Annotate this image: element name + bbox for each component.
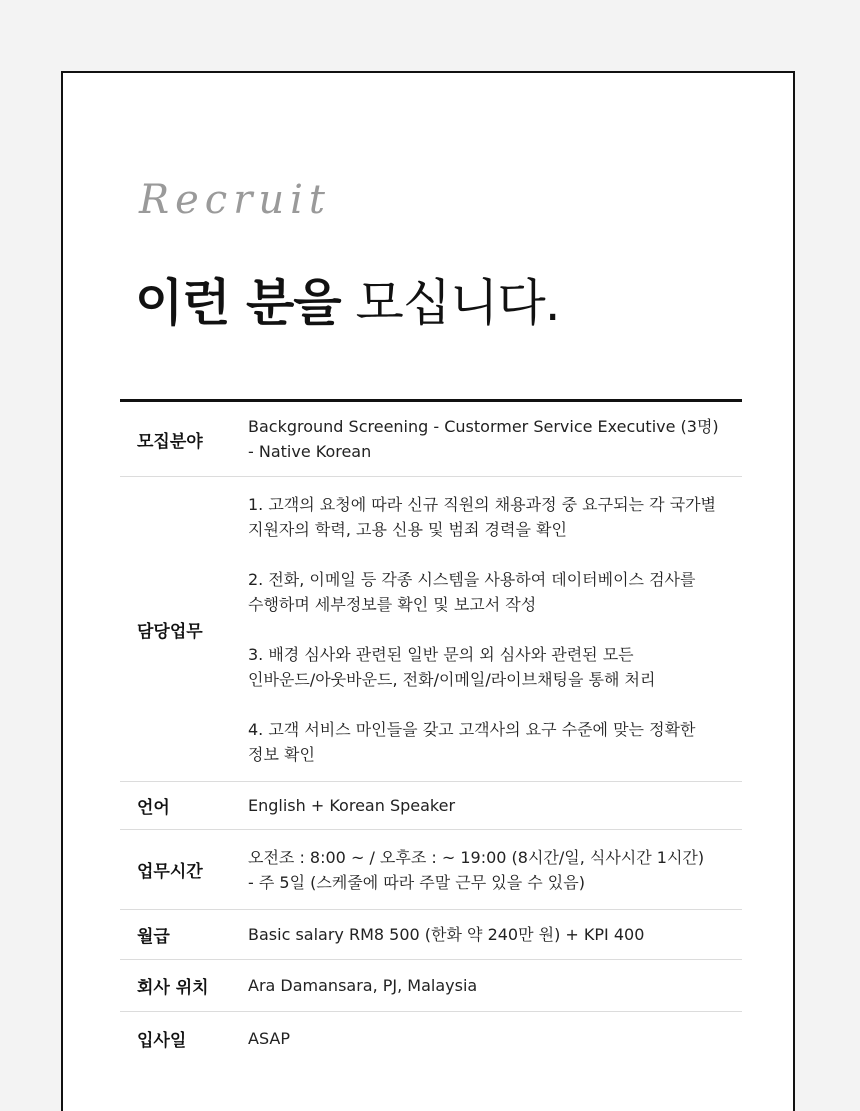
language-value: English + Korean Speaker — [248, 796, 456, 815]
duties-value — [248, 492, 742, 767]
duty-item — [248, 567, 728, 617]
duty-line: 2. 전화, 이메일 등 각종 시스템을 사용하여 데이터베이스 검사를 — [248, 569, 696, 589]
duty-line: 1. 고객의 요청에 따라 신규 직원의 채용과정 중 요구되는 각 국가별 — [248, 494, 716, 514]
duty-item — [248, 717, 728, 767]
field-value — [248, 414, 742, 464]
field-label: 모집분야 — [137, 431, 203, 452]
language-label: 언어 — [137, 798, 170, 818]
row-duties — [120, 477, 742, 782]
hours-value — [248, 845, 742, 895]
hours-line: 오전조 : 8:00 ~ / 오후조 : ~ 19:00 (8시간/일, 식사시간 1시간) — [248, 847, 705, 867]
duty-line: 지원자의 학력, 고용 신용 및 범죄 경력을 확인 — [248, 519, 567, 539]
job-details-table — [120, 399, 742, 1064]
row-hours — [120, 830, 742, 910]
location-value: Ara Damansara, PJ, Malaysia — [248, 976, 478, 995]
duty-line: 정보 확인 — [248, 744, 315, 764]
salary-value: Basic salary RM8 500 (한화 약 240만 원) + KPI 400 — [248, 925, 645, 944]
headline-bold: 이런 분을 — [135, 274, 341, 332]
duty-item — [248, 642, 728, 692]
duty-line: 수행하며 세부정보를 확인 및 보고서 작성 — [248, 594, 537, 614]
field-line: Background Screening - Custormer Service Executive (3명) — [248, 417, 719, 436]
location-label: 회사 위치 — [137, 978, 209, 998]
duty-line: 4. 고객 서비스 마인들을 갖고 고객사의 요구 수준에 맞는 정확한 — [248, 719, 696, 739]
headline-light: 모십니다. — [340, 274, 560, 332]
hours-label: 업무시간 — [137, 862, 203, 882]
hours-line: - 주 5일 (스케줄에 따라 주말 근무 있을 수 있음) — [248, 872, 585, 892]
recruit-card — [61, 71, 795, 1111]
page-title — [135, 263, 560, 335]
row-language — [120, 782, 742, 830]
start-date-value: ASAP — [248, 1028, 290, 1048]
start-date-label: 입사일 — [137, 1030, 187, 1051]
salary-label: 월급 — [137, 927, 170, 947]
row-field — [120, 402, 742, 477]
row-start-date — [120, 1012, 742, 1064]
row-salary — [120, 910, 742, 960]
recruit-script-title: Recruit — [139, 177, 331, 223]
duty-line: 인바운드/아웃바운드, 전화/이메일/라이브채팅을 통해 처리 — [248, 669, 656, 689]
row-location — [120, 960, 742, 1012]
duty-line: 3. 배경 심사와 관련된 일반 문의 외 심사와 관련된 모든 — [248, 644, 634, 664]
field-line: - Native Korean — [248, 442, 372, 461]
duty-item — [248, 492, 728, 542]
duties-label: 담당업무 — [137, 621, 203, 642]
